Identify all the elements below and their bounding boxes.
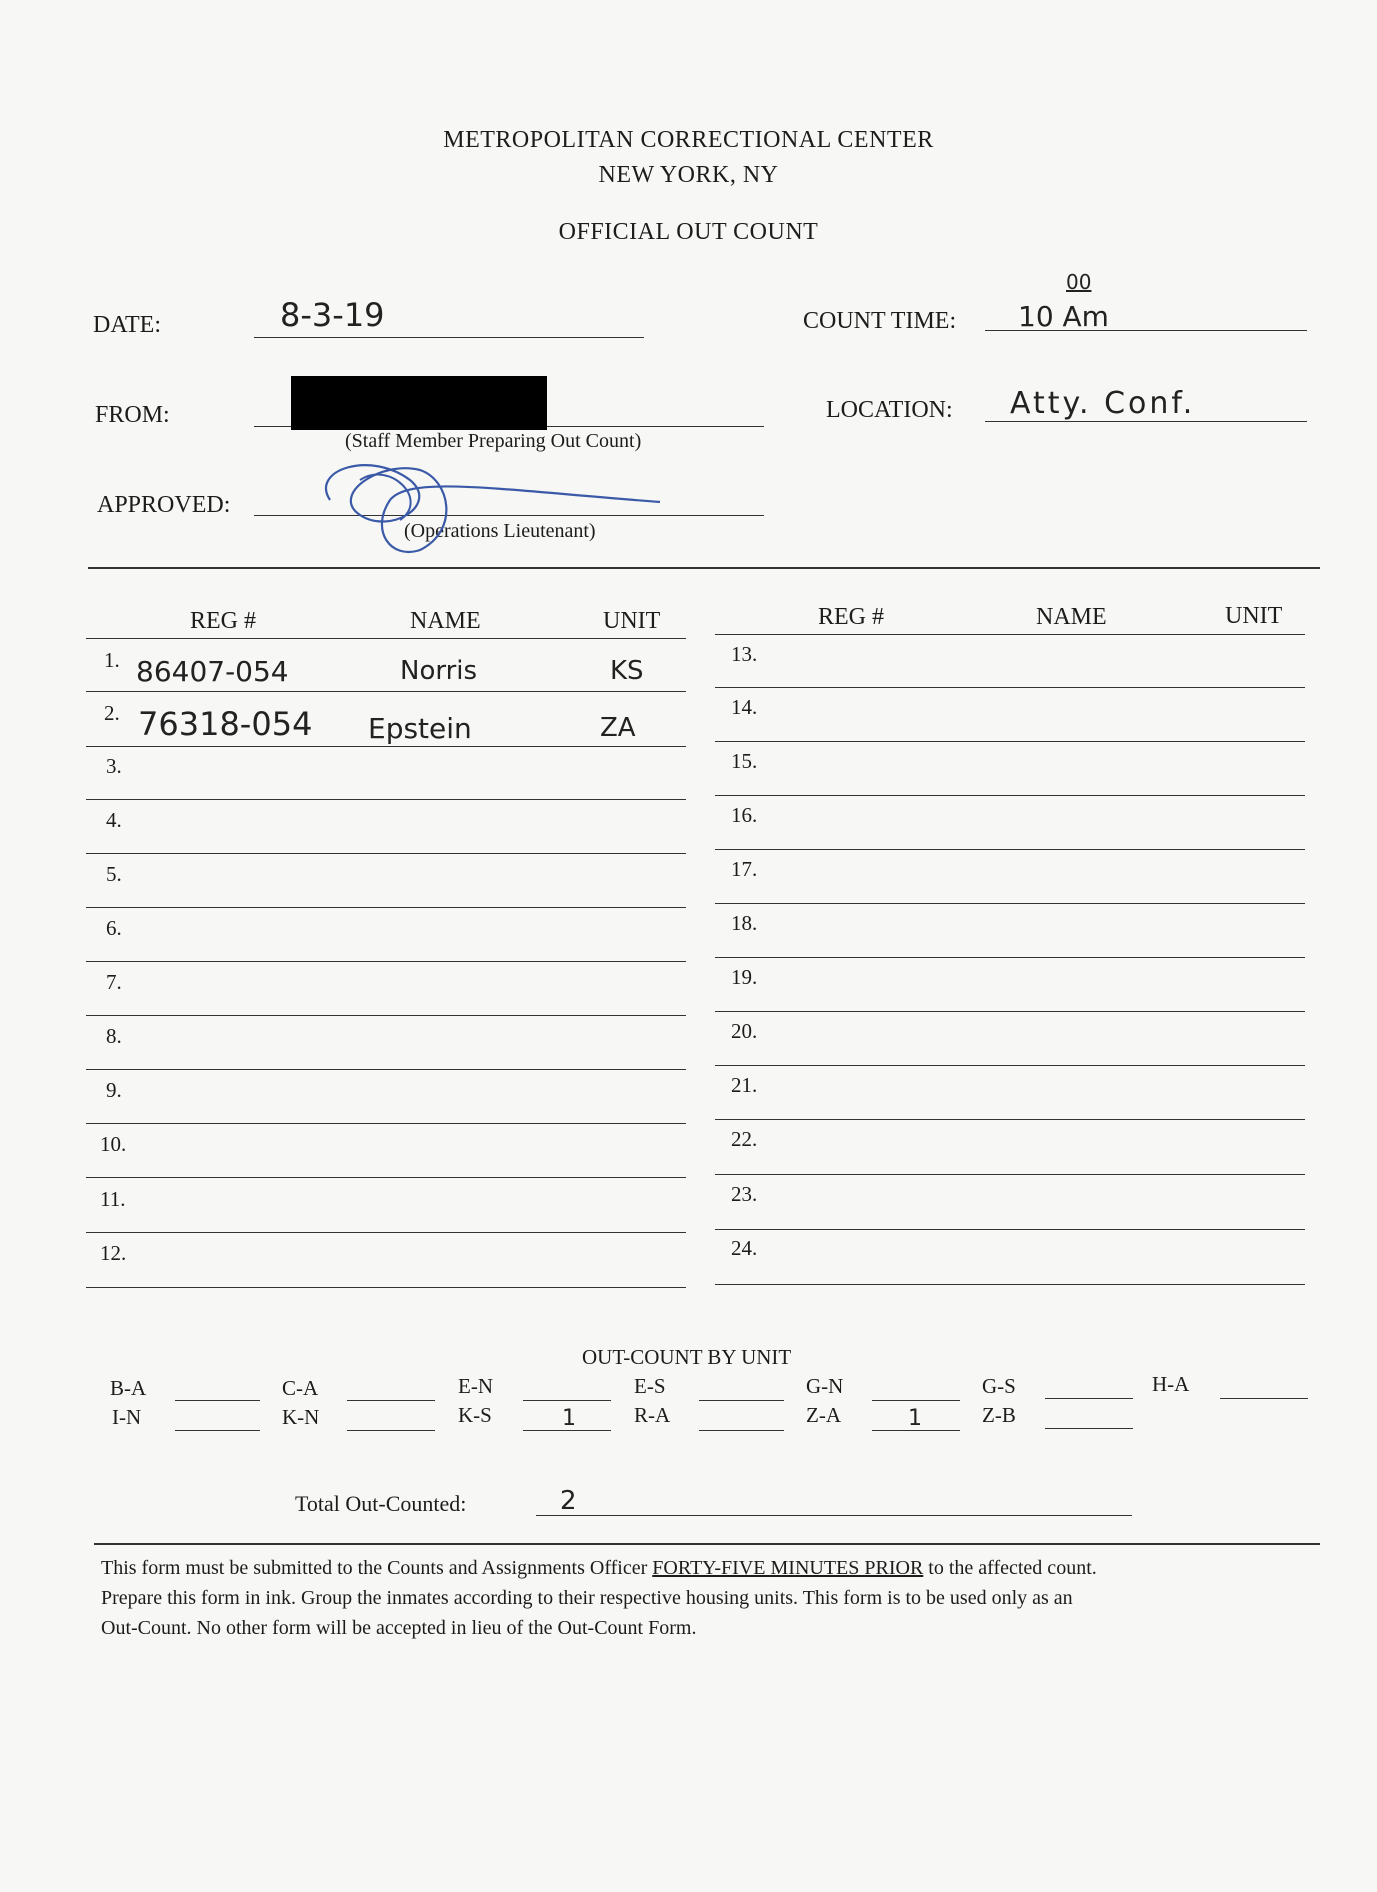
location-value[interactable]: Atty. Conf. (1010, 386, 1196, 421)
right-header-reg: REG # (818, 604, 884, 630)
count-time-label: COUNT TIME: (803, 308, 957, 334)
instructions (101, 1553, 1321, 1643)
row-number: 16. (731, 803, 758, 827)
row-unit[interactable]: ZA (600, 713, 636, 743)
redacted-staff-name (291, 376, 547, 430)
unit-count-blank[interactable] (347, 1400, 435, 1401)
row-number: 5. (106, 862, 122, 886)
footer-divider (94, 1543, 1320, 1545)
row-number: 13. (731, 642, 758, 666)
instruction-text: This form must be submitted to the Counts and Assignments Officer (101, 1557, 653, 1579)
unit-label: K-N (282, 1405, 320, 1429)
unit-label: B-A (110, 1376, 147, 1400)
row-rule (715, 957, 1305, 958)
row-rule (86, 1015, 686, 1016)
instruction-line-1 (101, 1553, 1321, 1583)
institution-location: NEW YORK, NY (598, 162, 779, 188)
institution-name: METROPOLITAN CORRECTIONAL CENTER (443, 127, 934, 153)
unit-count-value[interactable]: 1 (908, 1406, 922, 1431)
section-divider (88, 567, 1320, 569)
row-number: 19. (731, 965, 758, 989)
row-rule (715, 849, 1305, 850)
row-rule (715, 1229, 1305, 1230)
unit-count-blank[interactable] (872, 1400, 960, 1401)
row-number: 21. (731, 1073, 758, 1097)
unit-label: R-A (634, 1403, 671, 1427)
row-rule (715, 741, 1305, 742)
approved-label: APPROVED: (97, 492, 231, 518)
total-value[interactable]: 2 (560, 1486, 577, 1516)
row-reg[interactable]: 76318-054 (138, 705, 313, 743)
count-time-value[interactable]: 10 Am (1018, 300, 1109, 333)
from-caption: (Staff Member Preparing Out Count) (345, 430, 642, 452)
date-underline (254, 337, 644, 338)
unit-count-blank[interactable] (175, 1400, 260, 1401)
left-header-name: NAME (410, 608, 481, 634)
unit-count-blank[interactable] (175, 1430, 260, 1431)
row-rule (715, 903, 1305, 904)
unit-label: C-A (282, 1376, 319, 1400)
row-rule (86, 1177, 686, 1178)
unit-label: H-A (1152, 1372, 1190, 1396)
unit-count-blank[interactable] (699, 1400, 784, 1401)
row-number: 6. (106, 916, 122, 940)
row-number: 11. (100, 1187, 126, 1211)
row-name[interactable]: Epstein (368, 712, 472, 745)
row-unit[interactable]: KS (610, 656, 644, 686)
row-rule (715, 1011, 1305, 1012)
unit-label: Z-B (982, 1403, 1016, 1427)
unit-count-blank[interactable] (1045, 1428, 1133, 1429)
right-header-name: NAME (1036, 604, 1107, 630)
row-number: 22. (731, 1127, 758, 1151)
left-header-reg: REG # (190, 608, 256, 634)
row-number: 8. (106, 1024, 122, 1048)
row-rule (86, 799, 686, 800)
unit-count-value[interactable]: 1 (562, 1406, 576, 1431)
instruction-text: to the affected count. (923, 1557, 1097, 1579)
deadline-emphasis: FORTY-FIVE MINUTES PRIOR (652, 1557, 924, 1579)
row-number: 15. (731, 749, 758, 773)
row-rule (715, 687, 1305, 688)
right-header-unit: UNIT (1225, 603, 1283, 629)
row-rule (715, 1119, 1305, 1120)
left-header-unit: UNIT (603, 608, 661, 634)
left-header-rule (86, 638, 686, 639)
row-number: 7. (106, 970, 122, 994)
row-rule (86, 691, 686, 692)
row-number: 10. (100, 1132, 127, 1156)
unit-label: K-S (458, 1403, 492, 1427)
row-number: 4. (106, 808, 122, 832)
row-rule (715, 1065, 1305, 1066)
row-name[interactable]: Norris (400, 656, 478, 686)
unit-count-blank[interactable] (1045, 1398, 1133, 1399)
unit-label: Z-A (806, 1403, 841, 1427)
instruction-line-2: Prepare this form in ink. Group the inmates according to their respective housing units. This form is to be used only as an (101, 1587, 1073, 1609)
row-number: 24. (731, 1236, 758, 1260)
instruction-line-3: Out-Count. No other form will be accepted in lieu of the Out-Count Form. (101, 1617, 697, 1639)
row-rule (86, 1232, 686, 1233)
unit-count-blank[interactable] (523, 1400, 611, 1401)
out-count-title: OUT-COUNT BY UNIT (582, 1345, 792, 1369)
lieutenant-signature (300, 440, 680, 560)
row-rule (86, 746, 686, 747)
date-label: DATE: (93, 312, 161, 338)
unit-label: E-S (634, 1374, 666, 1398)
row-rule (715, 1174, 1305, 1175)
date-value[interactable]: 8-3-19 (280, 296, 385, 334)
row-number: 18. (731, 911, 758, 935)
right-header-rule (715, 634, 1305, 635)
row-number: 12. (100, 1241, 127, 1265)
row-rule (715, 795, 1305, 796)
row-rule (86, 1287, 686, 1288)
row-rule (86, 907, 686, 908)
form-title: OFFICIAL OUT COUNT (558, 219, 819, 245)
row-reg[interactable]: 86407-054 (136, 655, 289, 688)
row-number: 1. (104, 648, 120, 672)
approved-caption: (Operations Lieutenant) (404, 520, 596, 542)
row-rule (86, 853, 686, 854)
row-number: 9. (106, 1078, 122, 1102)
row-number: 17. (731, 857, 758, 881)
unit-label: E-N (458, 1374, 493, 1398)
from-label: FROM: (95, 402, 170, 428)
row-number: 23. (731, 1182, 758, 1206)
unit-label: G-N (806, 1374, 844, 1398)
total-label: Total Out-Counted: (295, 1491, 467, 1516)
row-rule (86, 1123, 686, 1124)
row-rule (715, 1284, 1305, 1285)
unit-count-blank[interactable] (347, 1430, 435, 1431)
row-rule (86, 961, 686, 962)
location-underline (985, 421, 1307, 422)
location-label: LOCATION: (826, 397, 953, 423)
row-rule (86, 1069, 686, 1070)
row-number: 2. (104, 701, 120, 725)
row-number: 3. (106, 754, 122, 778)
unit-count-blank[interactable] (1220, 1398, 1308, 1399)
unit-label: G-S (982, 1374, 1016, 1398)
unit-count-blank[interactable] (699, 1430, 784, 1431)
row-number: 14. (731, 695, 758, 719)
total-underline (536, 1515, 1132, 1516)
row-number: 20. (731, 1019, 758, 1043)
count-time-minutes: 00 (1066, 270, 1092, 294)
unit-label: I-N (112, 1405, 142, 1429)
